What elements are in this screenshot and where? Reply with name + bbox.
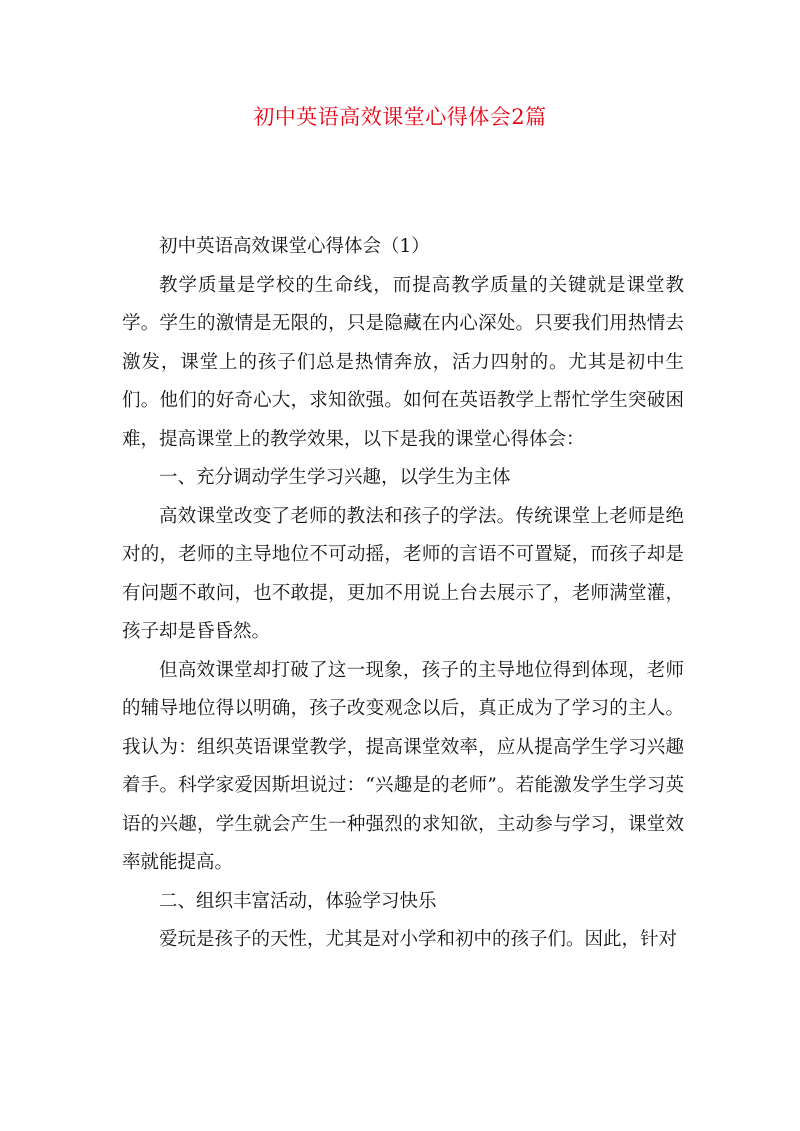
- paragraph-activities: 爱玩是孩子的天性，尤其是对小学和初中的孩子们。因此，针对: [159, 929, 678, 950]
- document-body: [122, 228, 684, 960]
- heading-point-1: 一、充分调动学生学习兴趣，以学生为主体: [159, 467, 511, 488]
- document-title: 初中英语高效课堂心得体会2篇: [253, 105, 547, 129]
- heading-point-2: 二、组织丰富活动，体验学习快乐: [159, 890, 437, 912]
- paragraph-traditional-class: 高效课堂改变了老师的教法和孩子的学法。传统课堂上老师是绝对的，老师的主导地位不可动摇，老师的言语不可置疑，而孩子却是有问题不敢问，也不敢提，更加不用说上台去展示了，老师满堂灌，孩子却是昏昏然。: [122, 505, 684, 642]
- paragraph-intro: 教学质量是学校的生命线，而提高教学质量的关键就是课堂教学。学生的激情是无限的，只是隐藏在内心深处。只要我们用热情去激发，课堂上的孩子们总是热情奔放，活力四射的。尤其是初中生们。他们的好奇心大，求知欲强。如何在英语教学上帮忙学生突破困难，提高课堂上的教学效果，以下是我的课堂心得体会：: [122, 274, 684, 450]
- paragraph-efficient-class: 但高效课堂却打破了这一现象，孩子的主导地位得到体现，老师的辅导地位得以明确，孩子改变观念以后，真正成为了学习的主人。我认为：组织英语课堂教学，提高课堂效率，应从提高学生学习兴趣着手。科学家爱因斯坦说过：“兴趣是的老师”。若能激发学生学习英语的兴趣，学生就会产生一种强烈的求知欲，主动参与学习，课堂效率就能提高。: [122, 659, 684, 873]
- section-title-part-1: 初中英语高效课堂心得体会（1）: [159, 236, 430, 257]
